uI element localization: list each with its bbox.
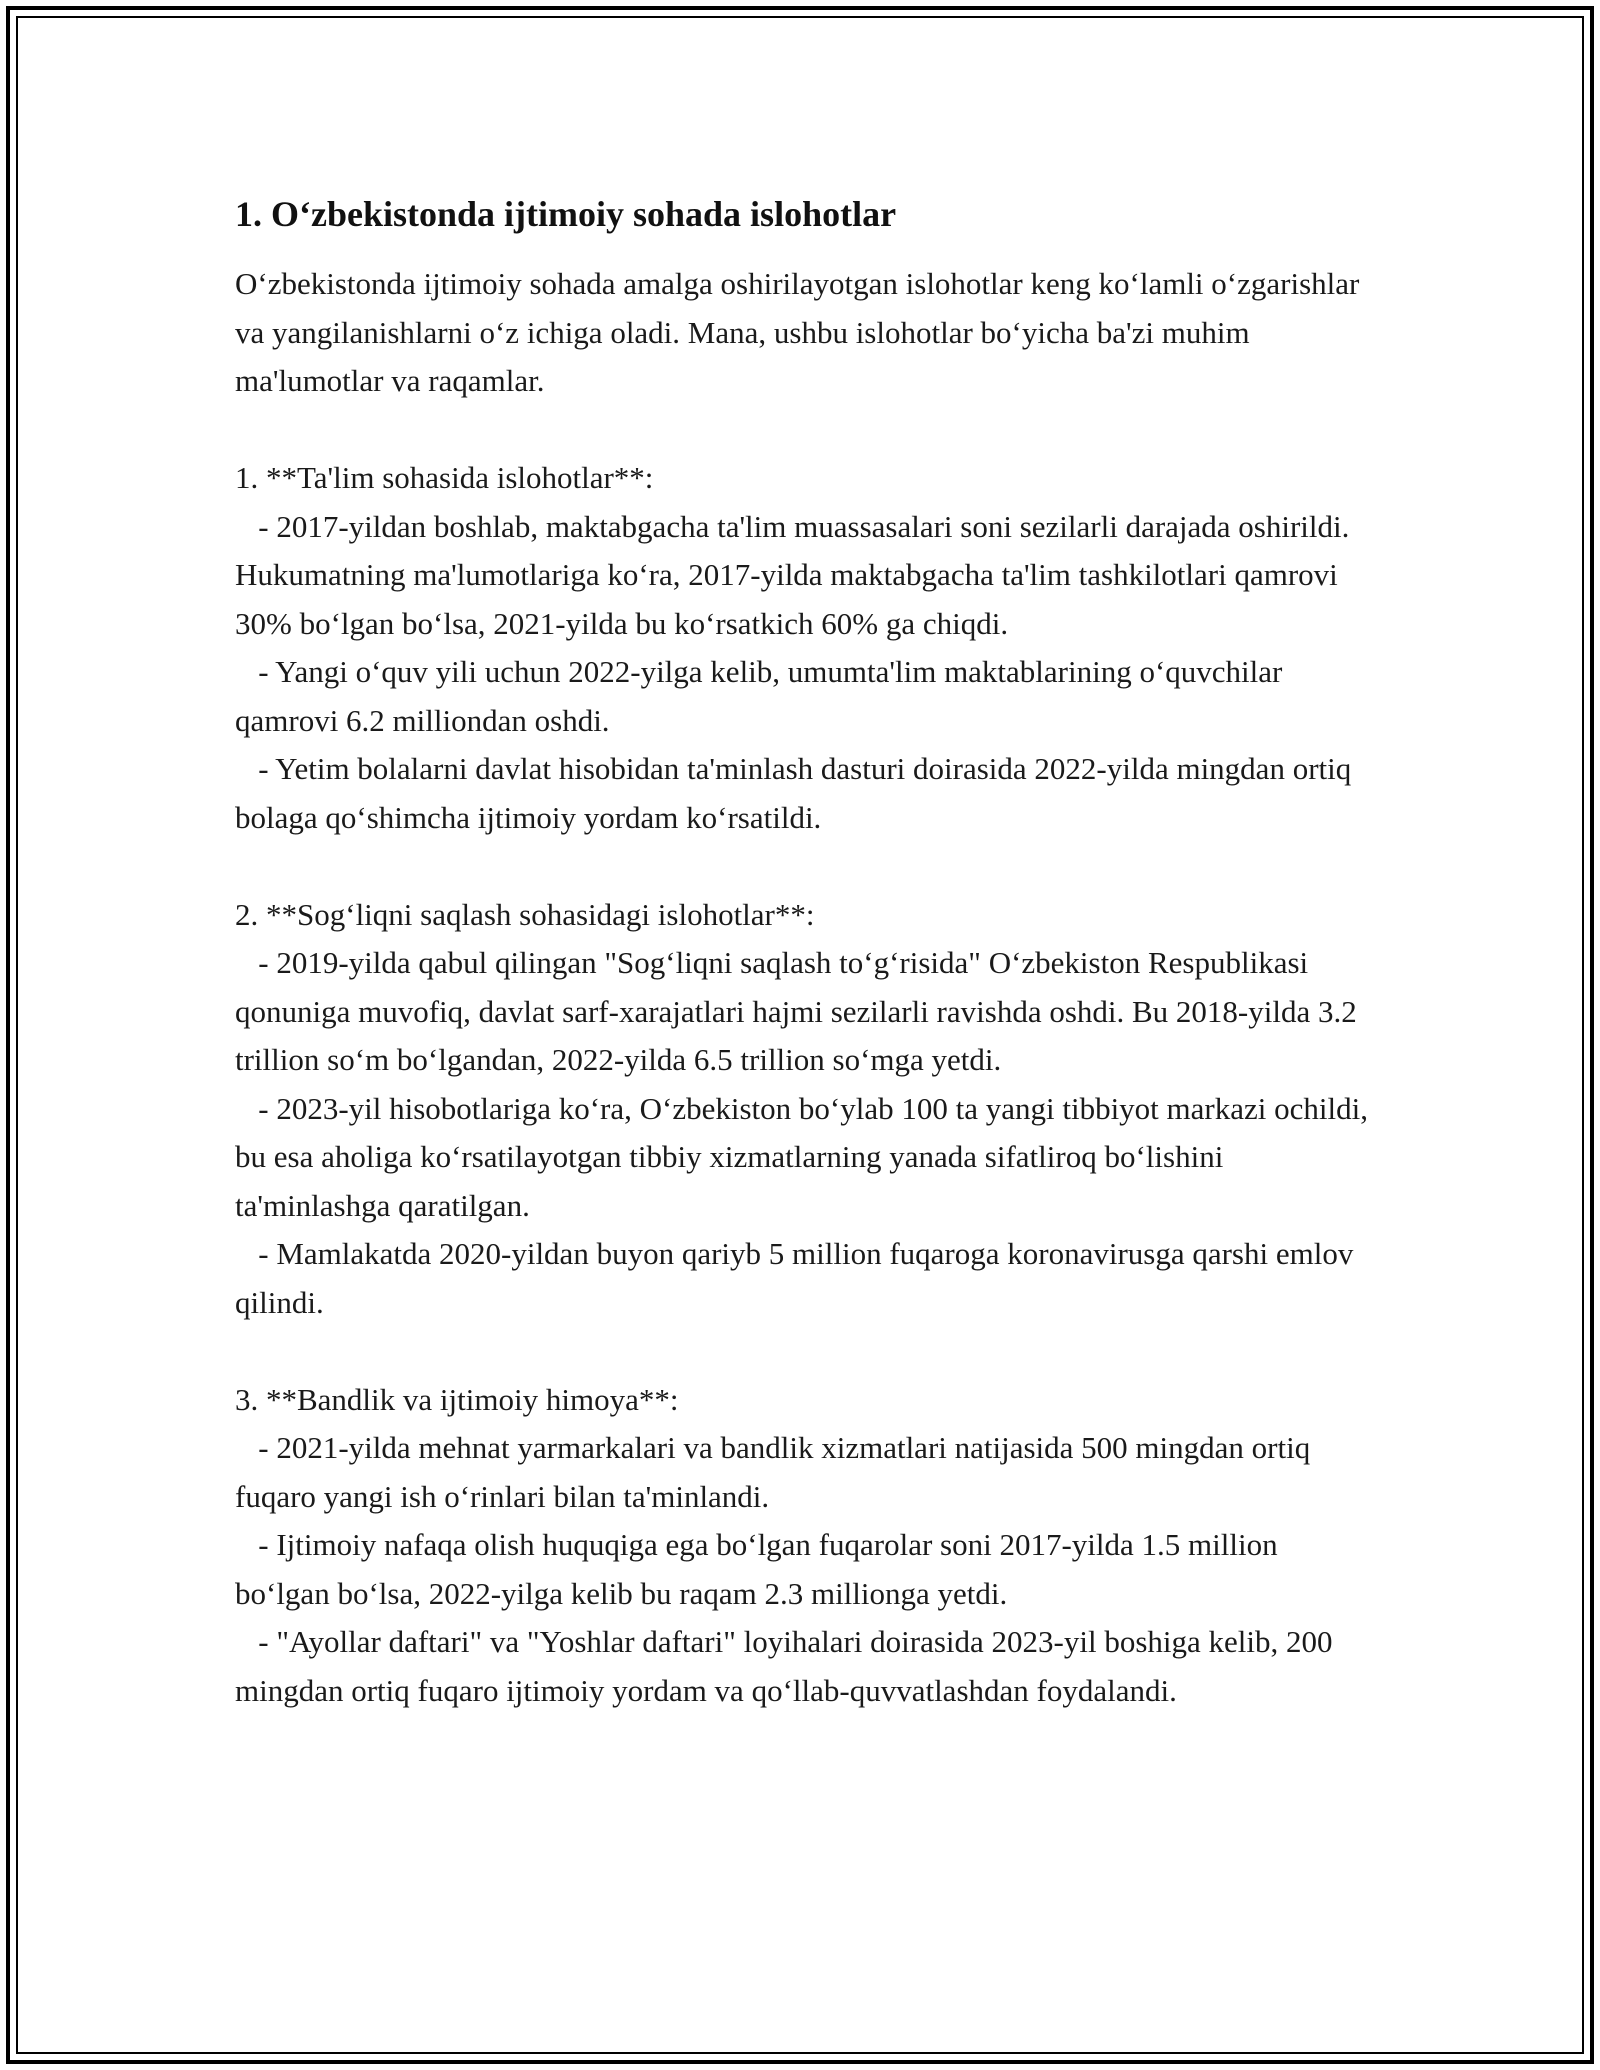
bullet-text: - Ijtimoiy nafaqa olish huquqiga ega bo‘lgan fuqarolar soni 2017-yilda 1.5 million bo‘lgan bo‘lsa, 2022-yilga kelib bu raqam 2.3 millionga yetdi. [235, 1527, 1278, 1611]
section-employment [235, 1376, 1375, 1716]
document-title: 1. O‘zbekistonda ijtimoiy sohada islohotlar [235, 194, 897, 234]
bullet-text: - Mamlakatda 2020-yildan buyon qariyb 5 million fuqaroga koronavirusga qarshi emlov qilindi. [235, 1236, 1354, 1320]
bullet-item [235, 939, 1375, 1085]
section-heading: 3. **Bandlik va ijtimoiy himoya**: [235, 1381, 679, 1417]
bullet-item [235, 1230, 1375, 1327]
bullet-item [235, 1085, 1375, 1231]
bullet-item [235, 1618, 1375, 1715]
bullet-text: - 2021-yilda mehnat yarmarkalari va bandlik xizmatlari natijasida 500 mingdan ortiq fuqaro yangi ish o‘rinlari bilan ta'minlandi. [235, 1430, 1311, 1514]
spacer [235, 1327, 1375, 1376]
intro-paragraph: O‘zbekistonda ijtimoiy sohada amalga oshirilayotgan islohotlar keng ko‘lamli o‘zgarishlar va yangilanishlarni o‘z ichiga oladi. Mana, ushbu islohotlar bo‘yicha ba'zi muhim ma'lumotlar va raqamlar. [235, 266, 1360, 398]
section-healthcare [235, 891, 1375, 1328]
bullet-item [235, 648, 1375, 745]
spacer [235, 842, 1375, 891]
bullet-text: - "Ayollar daftari" va "Yoshlar daftari" loyihalari doirasida 2023-yil boshiga kelib, 200 mingdan ortiq fuqaro ijtimoiy yordam va qo‘llab-quvvatlashdan foydalandi. [235, 1624, 1333, 1708]
bullet-text: - 2023-yil hisobotlariga ko‘ra, O‘zbekiston bo‘ylab 100 ta yangi tibbiyot markazi ochildi, bu esa aholiga ko‘rsatilayotgan tibbiy xizmatlarning yanada sifatliroq bo‘lishini ta'minlashga qaratilgan. [235, 1090, 1368, 1223]
bullet-text: - 2017-yildan boshlab, maktabgacha ta'lim muassasalari soni sezilarli darajada oshirildi. Hukumatning ma'lumotlariga ko‘ra, 2017-yilda maktabgacha ta'lim tashkilotlari qamrovi 30% bo‘lgan bo‘lsa, 2021-yilda bu ko‘rsatkich 60% ga chiqdi. [235, 508, 1350, 641]
bullet-item [235, 745, 1375, 842]
section-education [235, 454, 1375, 842]
section-heading: 1. **Ta'lim sohasida islohotlar**: [235, 460, 654, 495]
document-body [235, 190, 1375, 1715]
bullet-item [235, 1424, 1375, 1521]
section-heading: 2. **Sog‘liqni saqlash sohasidagi islohotlar**: [235, 896, 815, 932]
spacer [235, 406, 1375, 455]
bullet-text: - 2019-yilda qabul qilingan "Sog‘liqni saqlash to‘g‘risida" O‘zbekiston Respublikasi qonuniga muvofiq, davlat sarf-xarajatlari hajmi sezilarli ravishda oshdi. Bu 2018-yilda 3.2 trillion so‘m bo‘lgandan, 2022-yilda 6.5 trillion so‘mga yetdi. [235, 945, 1357, 1077]
bullet-item [235, 503, 1375, 649]
bullet-text: - Yetim bolalarni davlat hisobidan ta'minlash dasturi doirasida 2022-yilda mingdan ortiq bolaga qo‘shimcha ijtimoiy yordam ko‘rsatildi. [235, 751, 1352, 835]
bullet-text: - Yangi o‘quv yili uchun 2022-yilga kelib, umumta'lim maktablarining o‘quvchilar qamrovi 6.2 milliondan oshdi. [235, 654, 1283, 738]
bullet-item [235, 1521, 1375, 1618]
